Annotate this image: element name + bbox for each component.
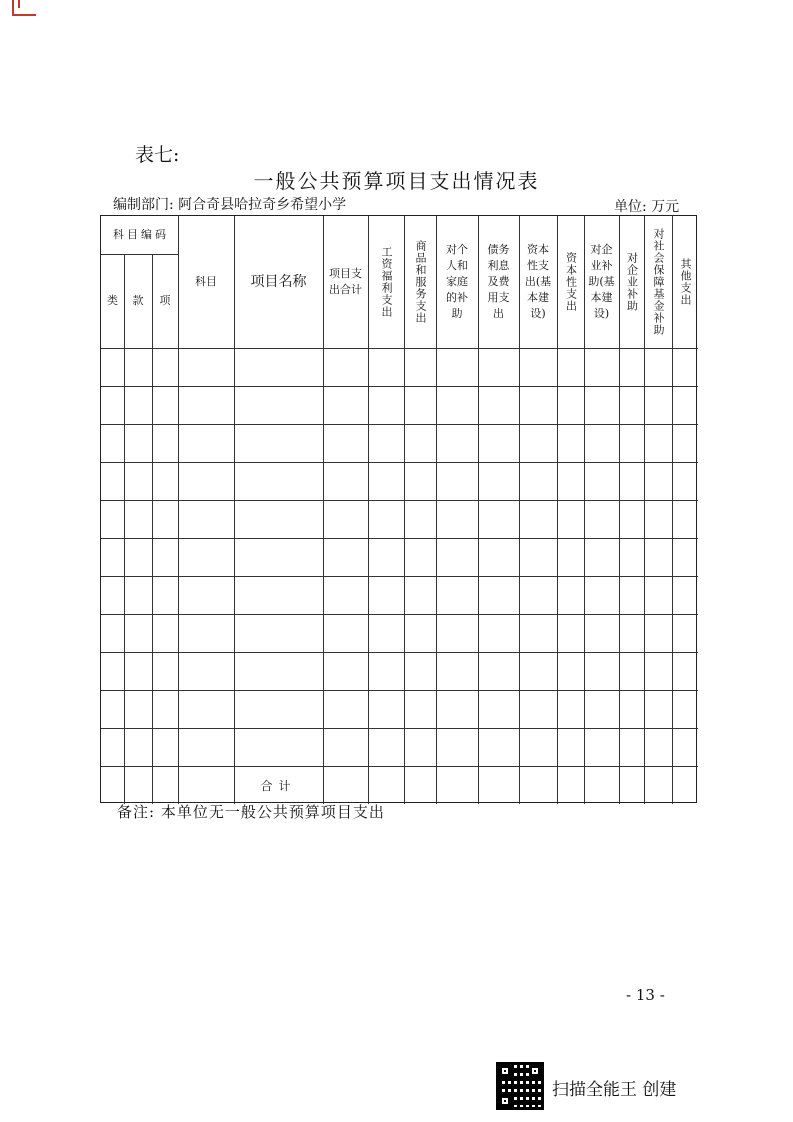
code-class-header: 类 <box>107 294 118 308</box>
enterprise-construction-header: 对企业补助(基本建设) <box>588 243 615 320</box>
personal-household-header: 对个人和家庭的补助 <box>446 243 468 320</box>
corner-bracket-mark <box>12 0 36 16</box>
expenditure-table <box>100 215 697 803</box>
other-expenditure-header: 其他支出 <box>678 258 692 306</box>
project-total-header: 项目支出合计 <box>329 267 362 296</box>
wage-welfare-header: 工资福利支出 <box>379 246 393 318</box>
code-section-header: 款 <box>132 294 144 308</box>
subject-code-header: 科目编码 <box>113 228 169 242</box>
compiling-department <box>113 194 346 214</box>
page-title: 一般公共预算项目支出情况表 <box>253 169 540 193</box>
debt-interest-header: 债务利息及费用支出 <box>487 243 510 320</box>
subject-header: 科目 <box>195 275 217 289</box>
capital-construction-header: 资本性支出(基本建设) <box>524 243 552 320</box>
org-label: 编制部门: <box>113 197 174 213</box>
capital-expenditure-header: 资本性支出 <box>564 252 578 312</box>
enterprise-subsidy-header: 对企业补助 <box>625 252 639 312</box>
page-number: - 13 - <box>626 986 665 1004</box>
org-name: 阿合奇县哈拉奇乡希望小学 <box>178 197 347 213</box>
goods-services-header: 商品和服务支出 <box>413 240 427 324</box>
project-name-header: 项目名称 <box>250 273 307 290</box>
scanner-watermark: 扫描全能王 创建 <box>552 1080 677 1100</box>
remark-note: 备注: 本单位无一般公共预算项目支出 <box>117 803 385 821</box>
table-number: 表七: <box>135 144 180 166</box>
social-security-header: 对社会保障基金补助 <box>651 228 665 336</box>
total-row-label: 合计 <box>260 778 297 793</box>
code-item-header: 项 <box>159 294 171 308</box>
qr-code-icon <box>496 1062 544 1110</box>
unit-label: 单位: 万元 <box>614 199 680 215</box>
